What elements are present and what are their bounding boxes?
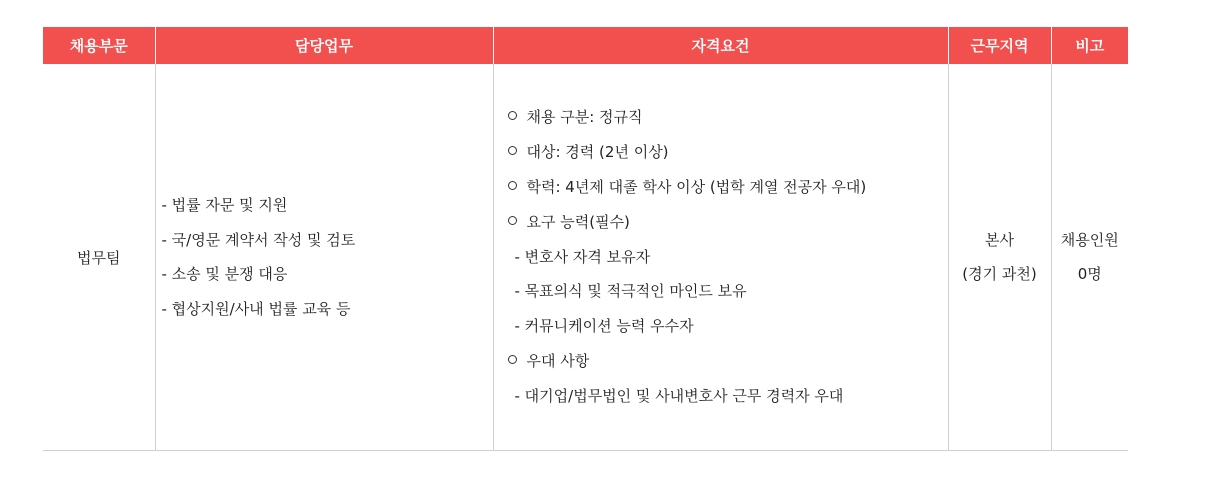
duties-cell (155, 64, 493, 451)
list-item (494, 309, 948, 344)
qualification-text: 우대 사항 (526, 351, 590, 370)
qualification-text: 대상: 경력 (2년 이상) (526, 143, 669, 162)
circle-bullet-icon (508, 355, 517, 364)
note-label: 채용인원 (1060, 231, 1119, 249)
header-row (43, 27, 1128, 64)
header-note: 비고 (1051, 27, 1128, 64)
qualification-text: - 대기업/법무법인 및 사내변호사 근무 경력자 우대 (514, 386, 844, 405)
table-row (43, 64, 1128, 451)
list-item (494, 135, 948, 170)
note-value: 0명 (1077, 265, 1102, 283)
location-detail: (경기 과천) (962, 265, 1037, 283)
list-item (494, 344, 948, 379)
list-item: - 법률 자문 및 지원 (161, 196, 288, 214)
qualification-text: - 변호사 자격 보유자 (514, 247, 651, 266)
list-item (494, 205, 948, 240)
header-department: 채용부문 (43, 27, 155, 64)
qualification-text: 요구 능력(필수) (526, 212, 630, 231)
list-item (494, 274, 948, 309)
qualification-text: - 목표의식 및 적극적인 마인드 보유 (514, 282, 747, 301)
header-qualifications: 자격요건 (493, 27, 948, 64)
qualifications-cell (493, 64, 948, 451)
recruitment-table (43, 27, 1128, 451)
list-item: - 국/영문 계약서 작성 및 검토 (161, 230, 356, 249)
list-item (494, 240, 948, 275)
circle-bullet-icon (508, 181, 517, 190)
qualification-text: 학력: 4년제 대졸 학사 이상 (법학 계열 전공자 우대) (526, 178, 867, 196)
department-cell: 법무팀 (43, 64, 155, 451)
list-item (494, 379, 948, 414)
list-item: - 협상지원/사내 법률 교육 등 (161, 299, 351, 318)
qualifications-list (494, 100, 948, 413)
note-cell (1051, 64, 1128, 451)
duties-list (156, 188, 493, 326)
location-cell (948, 64, 1051, 451)
qualification-text: - 커뮤니케이션 능력 우수자 (514, 317, 694, 336)
circle-bullet-icon (508, 216, 517, 225)
circle-bullet-icon (508, 146, 517, 155)
qualification-text: 채용 구분: 정규직 (526, 108, 643, 127)
circle-bullet-icon (508, 111, 517, 120)
header-location: 근무지역 (948, 27, 1051, 64)
list-item: - 소송 및 분쟁 대응 (161, 265, 288, 283)
header-duties: 담당업무 (155, 27, 493, 64)
location-name: 본사 (985, 231, 1014, 249)
list-item (494, 100, 948, 135)
list-item (494, 170, 948, 205)
